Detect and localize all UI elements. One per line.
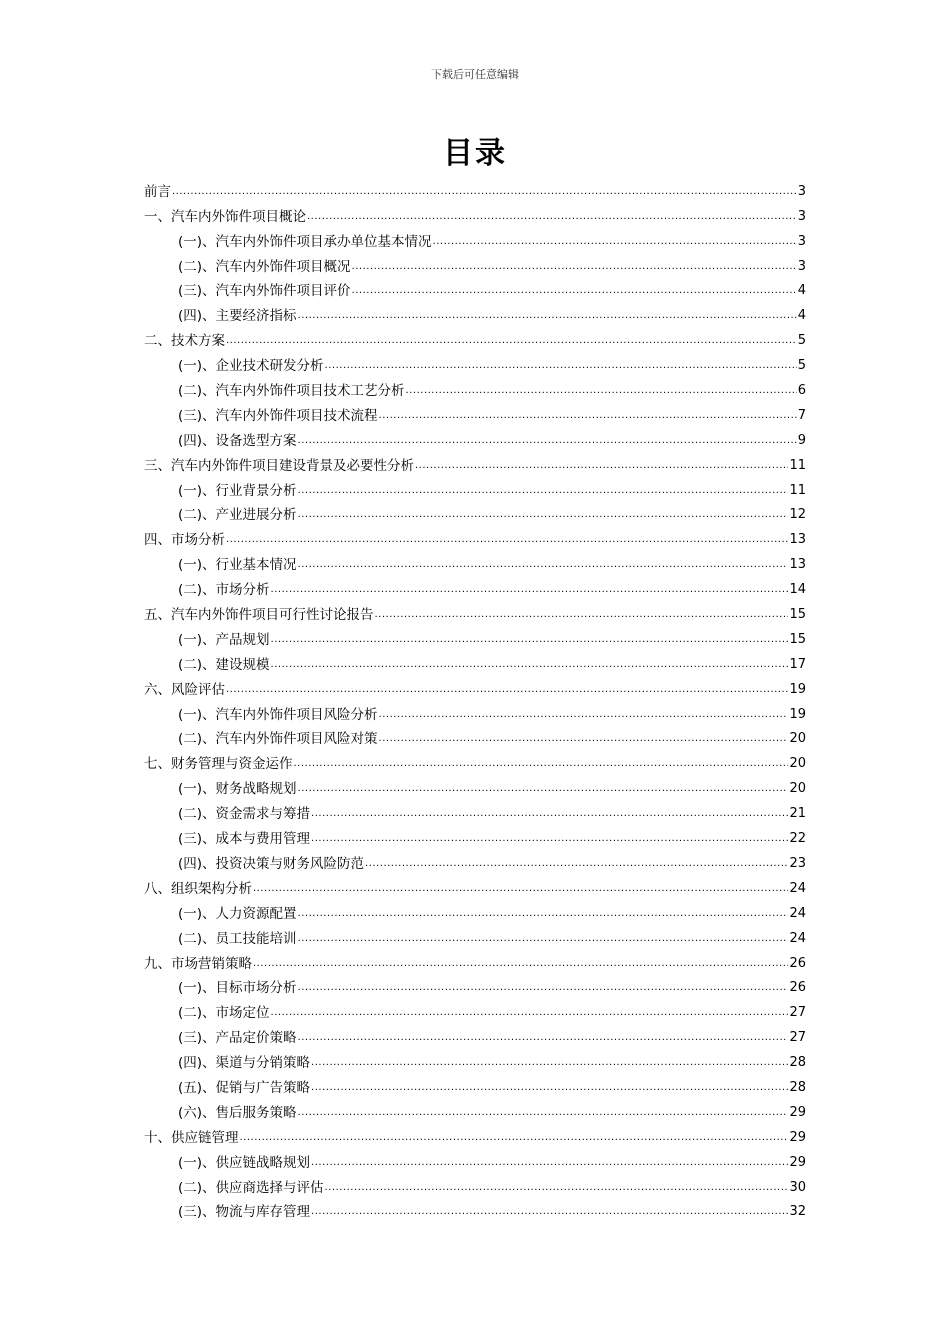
toc-entry-page: 24 <box>789 880 806 896</box>
toc-entry-label: (二)、汽车内外饰件项目风险对策 <box>178 731 378 748</box>
toc-entry-label: 一、汽车内外饰件项目概论 <box>144 208 306 225</box>
toc-entry-label: (一)、产品规划 <box>178 631 270 648</box>
toc-entry-label: (一)、行业背景分析 <box>178 482 297 499</box>
toc-entry-label: (五)、促销与广告策略 <box>178 1079 311 1096</box>
toc-entry-page: 3 <box>797 233 806 249</box>
toc-entry[interactable] <box>144 250 806 275</box>
toc-entry[interactable] <box>144 299 806 324</box>
toc-leader-dots <box>433 234 797 250</box>
toc-entry-label: (二)、产业进展分析 <box>178 507 297 524</box>
toc-entry-label: 六、风险评估 <box>144 681 225 698</box>
toc-entry-page: 27 <box>789 1005 806 1021</box>
toc-entry-label: 四、市场分析 <box>144 532 225 549</box>
toc-entry-page: 7 <box>797 407 806 423</box>
toc-leader-dots <box>298 781 789 797</box>
toc-entry-page: 29 <box>789 1129 806 1145</box>
toc-entry-page: 6 <box>797 383 806 399</box>
toc-entry[interactable] <box>144 897 806 922</box>
table-of-contents <box>144 175 806 1220</box>
toc-entry-page: 29 <box>789 1154 806 1170</box>
toc-entry[interactable] <box>144 1021 806 1046</box>
toc-entry[interactable] <box>144 747 806 772</box>
toc-entry-label: (二)、汽车内外饰件项目技术工艺分析 <box>178 383 405 400</box>
toc-entry-page: 30 <box>789 1179 806 1195</box>
toc-entry[interactable] <box>144 175 806 200</box>
toc-entry[interactable] <box>144 374 806 399</box>
toc-entry-page: 19 <box>789 681 806 697</box>
toc-leader-dots <box>311 806 788 822</box>
toc-entry[interactable] <box>144 1096 806 1121</box>
toc-leader-dots <box>253 881 788 897</box>
toc-entry-page: 15 <box>789 631 806 647</box>
toc-entry[interactable] <box>144 698 806 723</box>
toc-entry[interactable] <box>144 449 806 474</box>
toc-entry-label: (四)、主要经济指标 <box>178 308 297 325</box>
toc-entry[interactable] <box>144 623 806 648</box>
toc-entry[interactable] <box>144 1171 806 1196</box>
toc-entry-label: (二)、资金需求与筹措 <box>178 806 311 823</box>
toc-leader-dots <box>415 458 788 474</box>
toc-entry[interactable] <box>144 548 806 573</box>
toc-entry-label: 七、财务管理与资金运作 <box>144 756 293 773</box>
toc-entry-label: (二)、供应商选择与评估 <box>178 1179 324 1196</box>
toc-entry[interactable] <box>144 523 806 548</box>
toc-entry[interactable] <box>144 947 806 972</box>
toc-entry-page: 29 <box>789 1104 806 1120</box>
toc-entry-page: 28 <box>789 1079 806 1095</box>
toc-entry[interactable] <box>144 996 806 1021</box>
toc-entry-page: 17 <box>789 656 806 672</box>
toc-leader-dots <box>352 259 797 275</box>
toc-leader-dots <box>298 308 797 324</box>
toc-entry-page: 13 <box>789 557 806 573</box>
toc-entry-label: 前言 <box>144 183 171 200</box>
toc-leader-dots <box>253 956 788 972</box>
toc-entry-label: (四)、投资决策与财务风险防范 <box>178 855 365 872</box>
toc-entry-label: (二)、建设规模 <box>178 656 270 673</box>
toc-entry[interactable] <box>144 598 806 623</box>
toc-entry-page: 21 <box>789 806 806 822</box>
toc-entry-label: (三)、物流与库存管理 <box>178 1204 311 1221</box>
toc-entry[interactable] <box>144 1146 806 1171</box>
toc-leader-dots <box>298 931 789 947</box>
toc-entry-label: (六)、售后服务策略 <box>178 1104 297 1121</box>
toc-leader-dots <box>311 1155 788 1171</box>
toc-leader-dots <box>365 856 788 872</box>
toc-entry[interactable] <box>144 225 806 250</box>
toc-entry[interactable] <box>144 424 806 449</box>
toc-leader-dots <box>311 1204 788 1220</box>
toc-entry[interactable] <box>144 1121 806 1146</box>
toc-entry-page: 3 <box>797 183 806 199</box>
toc-entry-label: (一)、企业技术研发分析 <box>178 358 324 375</box>
toc-entry-page: 24 <box>789 930 806 946</box>
toc-entry-label: (二)、市场分析 <box>178 582 270 599</box>
toc-entry-label: (四)、渠道与分销策略 <box>178 1055 311 1072</box>
toc-entry-label: (一)、汽车内外饰件项目风险分析 <box>178 706 378 723</box>
toc-entry[interactable] <box>144 822 806 847</box>
toc-entry[interactable] <box>144 648 806 673</box>
toc-leader-dots <box>298 980 789 996</box>
toc-entry-label: (一)、汽车内外饰件项目承办单位基本情况 <box>178 233 432 250</box>
toc-entry-page: 19 <box>789 706 806 722</box>
toc-entry[interactable] <box>144 275 806 300</box>
toc-entry-page: 22 <box>789 831 806 847</box>
toc-entry-label: (一)、目标市场分析 <box>178 980 297 997</box>
toc-entry-label: 八、组织架构分析 <box>144 880 252 897</box>
toc-entry-page: 14 <box>789 582 806 598</box>
toc-leader-dots <box>298 557 789 573</box>
toc-entry-page: 20 <box>789 781 806 797</box>
toc-entry[interactable] <box>144 872 806 897</box>
toc-entry-page: 23 <box>789 855 806 871</box>
toc-entry-label: (一)、行业基本情况 <box>178 557 297 574</box>
toc-leader-dots <box>271 657 789 673</box>
toc-entry-page: 13 <box>789 532 806 548</box>
toc-leader-dots <box>311 831 788 847</box>
toc-entry[interactable] <box>144 474 806 499</box>
toc-entry-label: (三)、汽车内外饰件项目评价 <box>178 283 351 300</box>
toc-entry[interactable] <box>144 324 806 349</box>
toc-leader-dots <box>307 209 797 225</box>
toc-leader-dots <box>375 607 789 623</box>
toc-entry-page: 5 <box>797 333 806 349</box>
toc-leader-dots <box>271 632 789 648</box>
toc-entry-label: 二、技术方案 <box>144 333 225 350</box>
toc-entry-page: 20 <box>789 756 806 772</box>
toc-entry-page: 4 <box>797 308 806 324</box>
toc-entry-page: 3 <box>797 208 806 224</box>
toc-leader-dots <box>311 1055 788 1071</box>
toc-entry[interactable] <box>144 1071 806 1096</box>
toc-entry-label: 九、市场营销策略 <box>144 955 252 972</box>
toc-entry-page: 15 <box>789 607 806 623</box>
toc-entry-label: (一)、人力资源配置 <box>178 905 297 922</box>
toc-entry-page: 26 <box>789 980 806 996</box>
toc-entry-page: 20 <box>789 731 806 747</box>
toc-entry-label: 五、汽车内外饰件项目可行性讨论报告 <box>144 607 374 624</box>
toc-leader-dots <box>240 1130 789 1146</box>
toc-entry-label: (二)、汽车内外饰件项目概况 <box>178 258 351 275</box>
toc-entry[interactable] <box>144 200 806 225</box>
toc-entry-page: 4 <box>797 283 806 299</box>
toc-leader-dots <box>226 333 797 349</box>
toc-entry-label: (一)、财务战略规划 <box>178 781 297 798</box>
toc-entry-page: 9 <box>797 432 806 448</box>
toc-entry[interactable] <box>144 723 806 748</box>
toc-entry[interactable] <box>144 972 806 997</box>
toc-entry[interactable] <box>144 922 806 947</box>
toc-entry-page: 28 <box>789 1055 806 1071</box>
toc-entry-label: (二)、市场定位 <box>178 1005 270 1022</box>
toc-leader-dots <box>271 582 789 598</box>
toc-leader-dots <box>379 731 789 747</box>
toc-entry-label: (三)、汽车内外饰件项目技术流程 <box>178 407 378 424</box>
toc-leader-dots <box>298 483 789 499</box>
toc-leader-dots <box>406 383 797 399</box>
toc-leader-dots <box>172 184 797 200</box>
toc-leader-dots <box>298 1105 789 1121</box>
toc-entry-label: (二)、员工技能培训 <box>178 930 297 947</box>
toc-leader-dots <box>379 707 789 723</box>
toc-leader-dots <box>226 682 788 698</box>
toc-leader-dots <box>311 1080 788 1096</box>
toc-entry-page: 32 <box>789 1204 806 1220</box>
toc-entry[interactable] <box>144 399 806 424</box>
toc-entry[interactable] <box>144 573 806 598</box>
toc-entry-page: 27 <box>789 1030 806 1046</box>
toc-entry[interactable] <box>144 349 806 374</box>
toc-leader-dots <box>226 532 788 548</box>
toc-entry[interactable] <box>144 797 806 822</box>
toc-entry-page: 24 <box>789 905 806 921</box>
toc-leader-dots <box>379 408 797 424</box>
toc-entry-page: 5 <box>797 358 806 374</box>
toc-entry[interactable] <box>144 772 806 797</box>
toc-entry-label: 三、汽车内外饰件项目建设背景及必要性分析 <box>144 457 414 474</box>
toc-entry-label: (一)、供应链战略规划 <box>178 1154 311 1171</box>
toc-leader-dots <box>325 358 797 374</box>
toc-entry-page: 12 <box>789 507 806 523</box>
toc-leader-dots <box>352 283 797 299</box>
toc-leader-dots <box>298 507 789 523</box>
page-title: 目录 <box>443 136 507 171</box>
toc-entry-page: 26 <box>789 955 806 971</box>
toc-leader-dots <box>298 1030 789 1046</box>
toc-leader-dots <box>298 433 797 449</box>
toc-entry-page: 3 <box>797 258 806 274</box>
toc-entry[interactable] <box>144 847 806 872</box>
toc-entry-label: (三)、产品定价策略 <box>178 1030 297 1047</box>
toc-leader-dots <box>298 906 789 922</box>
toc-leader-dots <box>271 1005 789 1021</box>
toc-entry-page: 11 <box>789 457 806 473</box>
toc-entry[interactable] <box>144 499 806 524</box>
toc-leader-dots <box>294 756 789 772</box>
toc-leader-dots <box>325 1180 789 1196</box>
toc-entry-label: (三)、成本与费用管理 <box>178 831 311 848</box>
toc-entry[interactable] <box>144 1196 806 1221</box>
toc-entry-label: 十、供应链管理 <box>144 1129 239 1146</box>
toc-entry[interactable] <box>144 1046 806 1071</box>
toc-entry-label: (四)、设备选型方案 <box>178 432 297 449</box>
toc-entry-page: 11 <box>789 482 806 498</box>
header-note: 下载后可任意编辑 <box>431 68 519 81</box>
toc-entry[interactable] <box>144 673 806 698</box>
